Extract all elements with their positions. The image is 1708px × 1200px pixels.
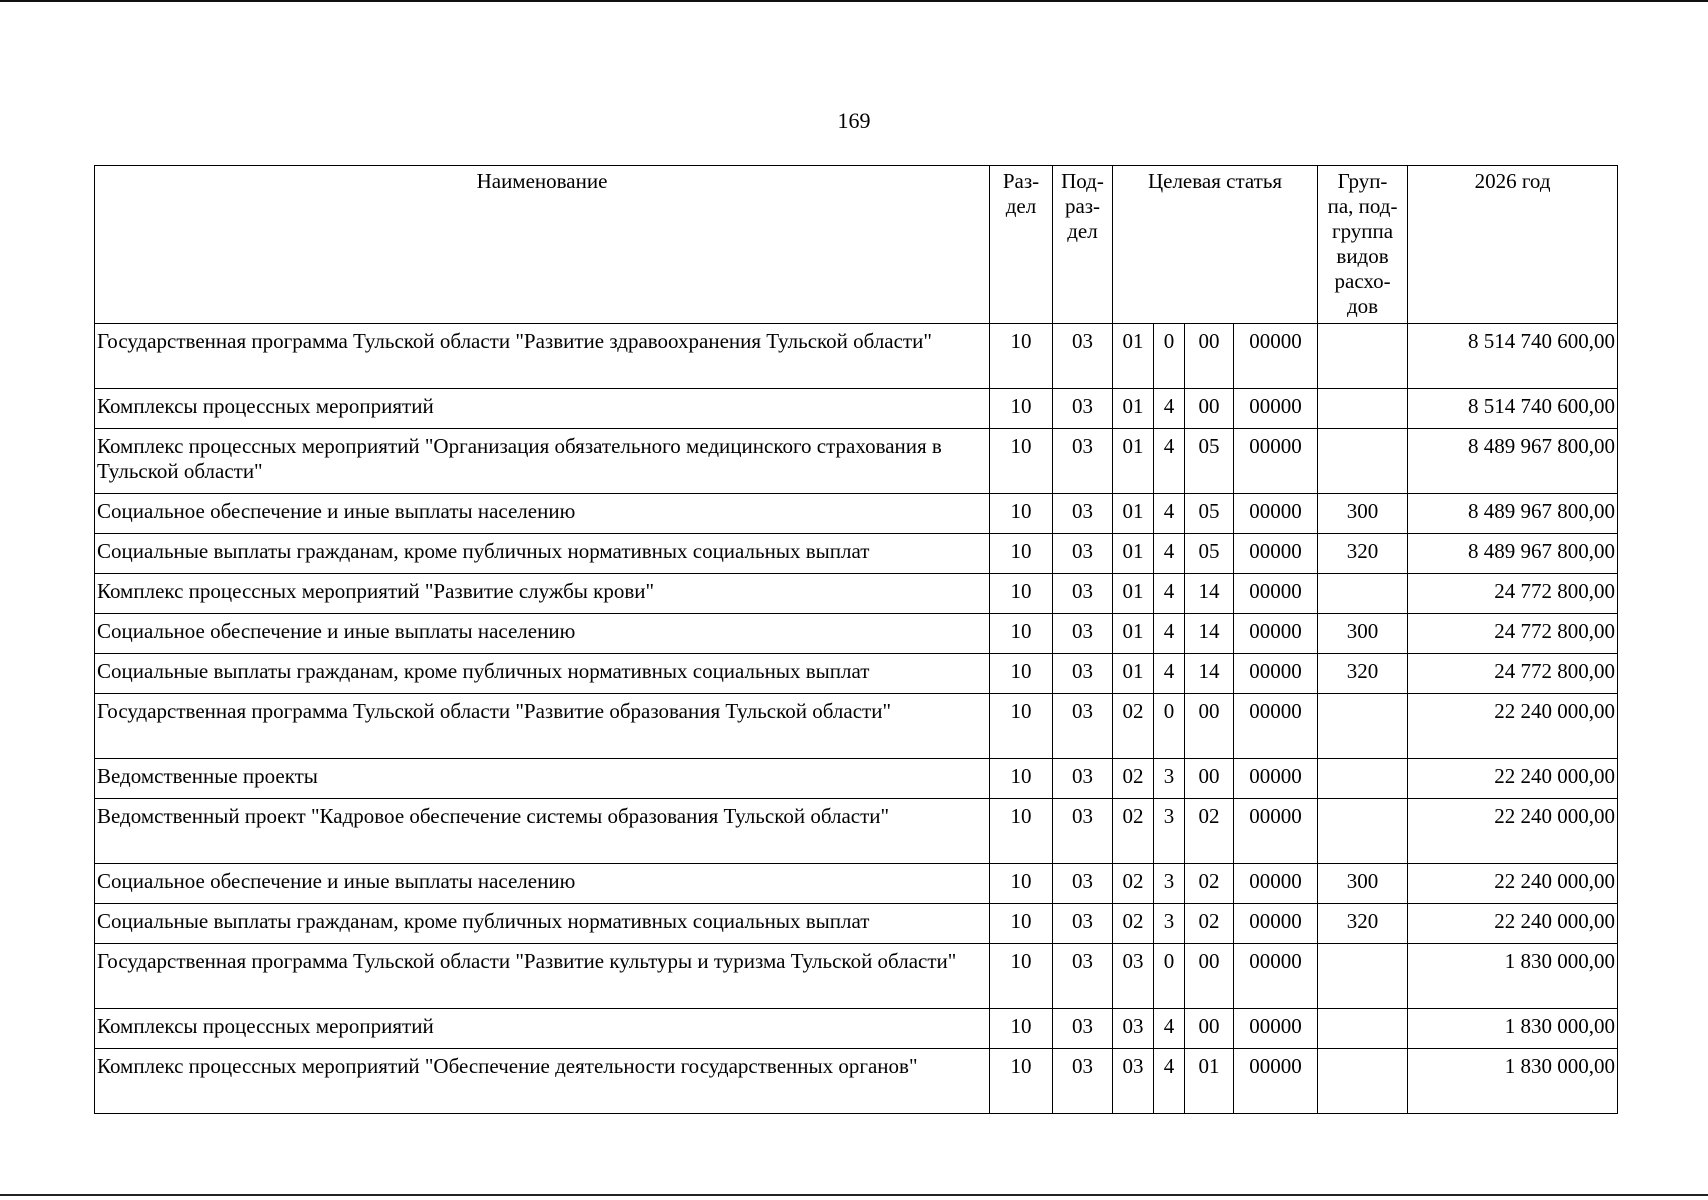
row-target-code: 00000 [1234, 324, 1318, 389]
row-name: Государственная программа Тульской области "Развитие культуры и туризма Тульской области" [95, 944, 990, 1009]
row-section: 10 [990, 799, 1053, 864]
row-expense-group [1318, 429, 1408, 494]
row-target-program: 01 [1113, 574, 1154, 614]
row-section: 10 [990, 759, 1053, 799]
table-row [95, 654, 1618, 694]
table-row [95, 799, 1618, 864]
row-target-direction: 02 [1185, 799, 1234, 864]
row-expense-group: 300 [1318, 864, 1408, 904]
row-name: Государственная программа Тульской области "Развитие образования Тульской области" [95, 694, 990, 759]
table-row [95, 864, 1618, 904]
row-target-program: 02 [1113, 904, 1154, 944]
row-target-type: 4 [1154, 574, 1185, 614]
row-target-direction: 14 [1185, 654, 1234, 694]
row-target-program: 01 [1113, 534, 1154, 574]
table-row [95, 904, 1618, 944]
row-target-type: 4 [1154, 389, 1185, 429]
row-target-type: 4 [1154, 1009, 1185, 1049]
row-target-type: 4 [1154, 494, 1185, 534]
row-amount: 8 489 967 800,00 [1408, 429, 1618, 494]
table-row [95, 1009, 1618, 1049]
table-row [95, 534, 1618, 574]
table-row [95, 494, 1618, 534]
row-name: Социальное обеспечение и иные выплаты населению [95, 494, 990, 534]
row-target-code: 00000 [1234, 389, 1318, 429]
row-section: 10 [990, 534, 1053, 574]
row-section: 10 [990, 324, 1053, 389]
row-target-code: 00000 [1234, 614, 1318, 654]
row-section: 10 [990, 429, 1053, 494]
row-section: 10 [990, 574, 1053, 614]
row-target-direction: 01 [1185, 1049, 1234, 1114]
row-target-type: 3 [1154, 759, 1185, 799]
row-target-direction: 05 [1185, 429, 1234, 494]
row-subsection: 03 [1053, 494, 1113, 534]
row-expense-group [1318, 1049, 1408, 1114]
row-amount: 22 240 000,00 [1408, 759, 1618, 799]
table-row [95, 614, 1618, 654]
row-amount: 22 240 000,00 [1408, 694, 1618, 759]
table-header-row [95, 166, 1618, 324]
header-year: 2026 год [1408, 166, 1618, 324]
row-target-type: 0 [1154, 944, 1185, 1009]
row-target-code: 00000 [1234, 574, 1318, 614]
row-name: Ведомственный проект "Кадровое обеспечение системы образования Тульской области" [95, 799, 990, 864]
row-amount: 24 772 800,00 [1408, 654, 1618, 694]
row-expense-group [1318, 799, 1408, 864]
bottom-border-line [0, 1194, 1708, 1196]
row-target-code: 00000 [1234, 1009, 1318, 1049]
row-subsection: 03 [1053, 759, 1113, 799]
row-section: 10 [990, 389, 1053, 429]
row-subsection: 03 [1053, 944, 1113, 1009]
top-border-line [0, 0, 1708, 2]
row-target-program: 01 [1113, 494, 1154, 534]
row-section: 10 [990, 694, 1053, 759]
row-section: 10 [990, 654, 1053, 694]
row-target-direction: 02 [1185, 904, 1234, 944]
table-row [95, 429, 1618, 494]
row-subsection: 03 [1053, 614, 1113, 654]
row-name: Комплекс процессных мероприятий "Организация обязательного медицинского страхования в Тульской области" [95, 429, 990, 494]
row-target-direction: 00 [1185, 944, 1234, 1009]
row-target-program: 01 [1113, 654, 1154, 694]
row-subsection: 03 [1053, 654, 1113, 694]
row-subsection: 03 [1053, 1009, 1113, 1049]
row-target-direction: 05 [1185, 494, 1234, 534]
row-target-direction: 00 [1185, 1009, 1234, 1049]
row-expense-group [1318, 324, 1408, 389]
row-section: 10 [990, 1009, 1053, 1049]
row-target-code: 00000 [1234, 904, 1318, 944]
row-target-direction: 00 [1185, 694, 1234, 759]
row-expense-group [1318, 574, 1408, 614]
row-expense-group [1318, 389, 1408, 429]
row-target-program: 03 [1113, 1049, 1154, 1114]
row-amount: 24 772 800,00 [1408, 574, 1618, 614]
row-target-direction: 00 [1185, 389, 1234, 429]
row-amount: 8 514 740 600,00 [1408, 324, 1618, 389]
row-target-type: 4 [1154, 429, 1185, 494]
row-target-code: 00000 [1234, 494, 1318, 534]
row-subsection: 03 [1053, 694, 1113, 759]
row-target-type: 3 [1154, 799, 1185, 864]
row-target-program: 03 [1113, 944, 1154, 1009]
row-target-code: 00000 [1234, 944, 1318, 1009]
row-target-direction: 00 [1185, 759, 1234, 799]
row-target-code: 00000 [1234, 864, 1318, 904]
row-expense-group: 320 [1318, 534, 1408, 574]
row-target-program: 01 [1113, 614, 1154, 654]
row-target-code: 00000 [1234, 1049, 1318, 1114]
row-expense-group [1318, 694, 1408, 759]
row-target-program: 02 [1113, 799, 1154, 864]
row-target-program: 01 [1113, 324, 1154, 389]
row-expense-group: 300 [1318, 494, 1408, 534]
row-target-program: 01 [1113, 389, 1154, 429]
table-row [95, 759, 1618, 799]
table-row [95, 389, 1618, 429]
row-target-code: 00000 [1234, 799, 1318, 864]
row-section: 10 [990, 864, 1053, 904]
table-row [95, 944, 1618, 1009]
row-target-type: 3 [1154, 864, 1185, 904]
table-row [95, 324, 1618, 389]
row-section: 10 [990, 904, 1053, 944]
row-amount: 1 830 000,00 [1408, 1049, 1618, 1114]
row-subsection: 03 [1053, 324, 1113, 389]
row-target-program: 02 [1113, 694, 1154, 759]
row-target-type: 3 [1154, 904, 1185, 944]
table-row [95, 694, 1618, 759]
row-expense-group: 320 [1318, 904, 1408, 944]
row-subsection: 03 [1053, 574, 1113, 614]
row-section: 10 [990, 944, 1053, 1009]
row-target-direction: 00 [1185, 324, 1234, 389]
row-amount: 8 514 740 600,00 [1408, 389, 1618, 429]
row-expense-group: 320 [1318, 654, 1408, 694]
row-amount: 1 830 000,00 [1408, 1009, 1618, 1049]
row-name: Социальное обеспечение и иные выплаты населению [95, 864, 990, 904]
row-name: Социальные выплаты гражданам, кроме публичных нормативных социальных выплат [95, 654, 990, 694]
table-body [95, 324, 1618, 1114]
row-subsection: 03 [1053, 799, 1113, 864]
header-section: Раз- дел [990, 166, 1053, 324]
row-target-code: 00000 [1234, 694, 1318, 759]
row-target-direction: 14 [1185, 574, 1234, 614]
row-section: 10 [990, 1049, 1053, 1114]
row-subsection: 03 [1053, 534, 1113, 574]
row-subsection: 03 [1053, 1049, 1113, 1114]
row-target-direction: 05 [1185, 534, 1234, 574]
row-target-program: 02 [1113, 759, 1154, 799]
row-amount: 8 489 967 800,00 [1408, 494, 1618, 534]
row-subsection: 03 [1053, 904, 1113, 944]
table-row [95, 1049, 1618, 1114]
row-amount: 24 772 800,00 [1408, 614, 1618, 654]
row-name: Комплекс процессных мероприятий "Развитие службы крови" [95, 574, 990, 614]
row-subsection: 03 [1053, 864, 1113, 904]
row-subsection: 03 [1053, 389, 1113, 429]
row-target-direction: 02 [1185, 864, 1234, 904]
row-target-type: 4 [1154, 654, 1185, 694]
row-amount: 22 240 000,00 [1408, 799, 1618, 864]
row-target-program: 02 [1113, 864, 1154, 904]
row-target-program: 01 [1113, 429, 1154, 494]
budget-table [94, 165, 1618, 1114]
row-expense-group [1318, 759, 1408, 799]
row-target-type: 4 [1154, 534, 1185, 574]
row-target-code: 00000 [1234, 654, 1318, 694]
row-target-program: 03 [1113, 1009, 1154, 1049]
row-target-type: 4 [1154, 1049, 1185, 1114]
page-number: 169 [837, 108, 871, 133]
row-amount: 22 240 000,00 [1408, 864, 1618, 904]
row-section: 10 [990, 614, 1053, 654]
row-expense-group [1318, 944, 1408, 1009]
row-target-code: 00000 [1234, 534, 1318, 574]
row-target-code: 00000 [1234, 429, 1318, 494]
header-expense-group: Груп- па, под- группа видов расхо- дов [1318, 166, 1408, 324]
row-name: Социальные выплаты гражданам, кроме публичных нормативных социальных выплат [95, 534, 990, 574]
row-target-type: 4 [1154, 614, 1185, 654]
header-name: Наименование [95, 166, 990, 324]
row-amount: 22 240 000,00 [1408, 904, 1618, 944]
row-name: Ведомственные проекты [95, 759, 990, 799]
row-subsection: 03 [1053, 429, 1113, 494]
row-target-code: 00000 [1234, 759, 1318, 799]
row-target-type: 0 [1154, 694, 1185, 759]
row-name: Социальное обеспечение и иные выплаты населению [95, 614, 990, 654]
row-name: Комплексы процессных мероприятий [95, 1009, 990, 1049]
row-section: 10 [990, 494, 1053, 534]
row-amount: 8 489 967 800,00 [1408, 534, 1618, 574]
row-expense-group: 300 [1318, 614, 1408, 654]
row-name: Комплексы процессных мероприятий [95, 389, 990, 429]
row-target-type: 0 [1154, 324, 1185, 389]
row-expense-group [1318, 1009, 1408, 1049]
row-name: Социальные выплаты гражданам, кроме публичных нормативных социальных выплат [95, 904, 990, 944]
row-amount: 1 830 000,00 [1408, 944, 1618, 1009]
row-name: Комплекс процессных мероприятий "Обеспечение деятельности государственных органов" [95, 1049, 990, 1114]
table-row [95, 574, 1618, 614]
row-target-direction: 14 [1185, 614, 1234, 654]
header-subsection: Под- раз- дел [1053, 166, 1113, 324]
header-target-article: Целевая статья [1113, 166, 1318, 324]
row-name: Государственная программа Тульской области "Развитие здравоохранения Тульской области" [95, 324, 990, 389]
